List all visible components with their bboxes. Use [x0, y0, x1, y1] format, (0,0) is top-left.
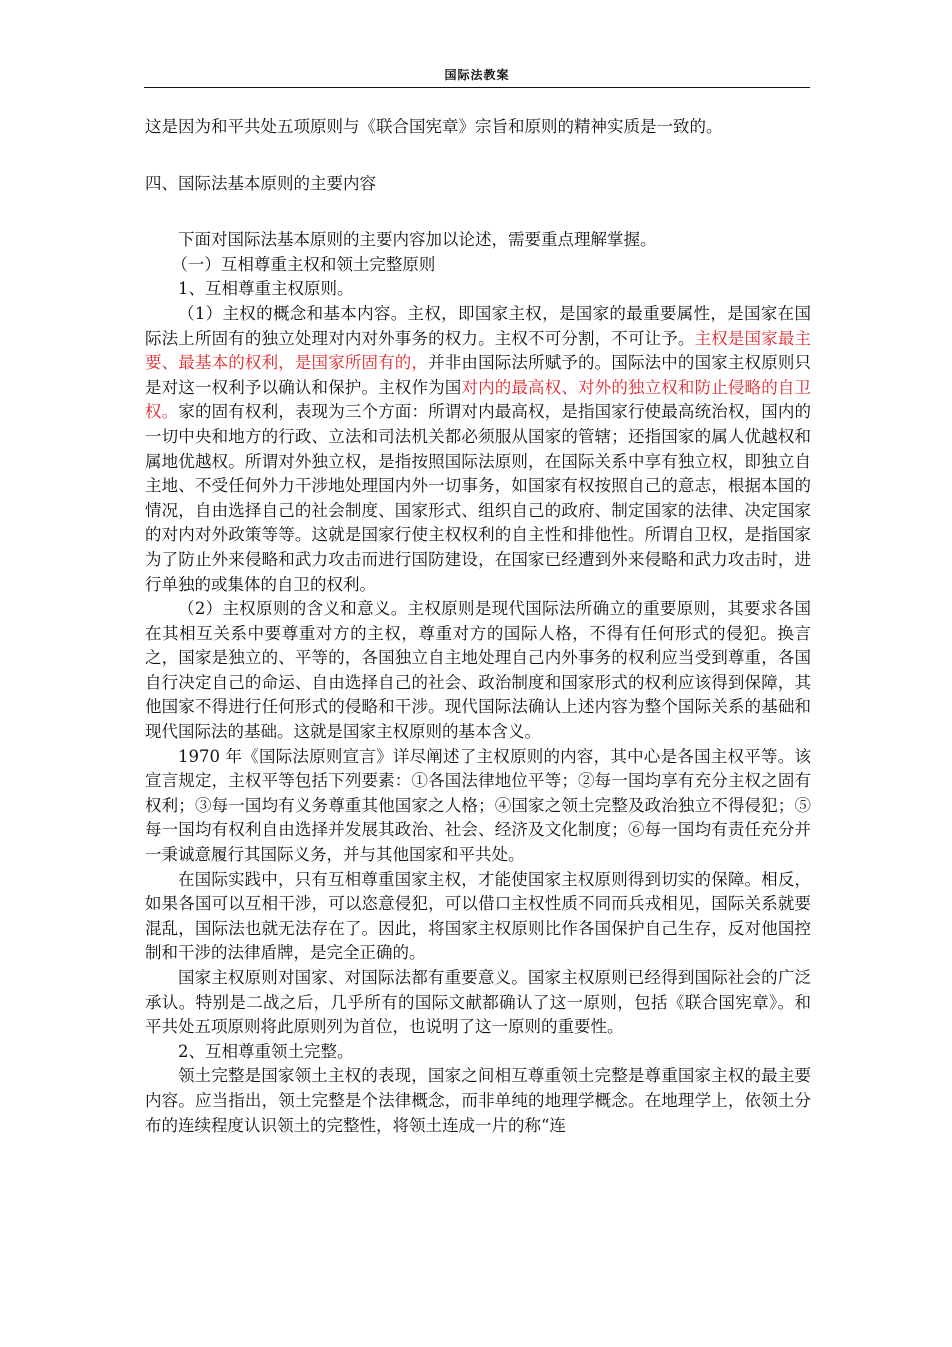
- paragraph-sovereignty-concept: [145, 302, 811, 597]
- highlighted-text: 主权是国家最主要、最基本的权利，是国家所固有的，: [145, 328, 812, 373]
- paragraph: 1970 年《国际法原则宣言》详尽阐述了主权原则的内容，其中心是各国主权平等。该宣言规定，主权平等包括下列要素：①各国法律地位平等；②每一国均享有充分主权之固有权利；③每一国均有义务尊重其他国家之人格；④国家之领土完整及政治独立不得侵犯；⑤每一国均有权利自由选择并发展其政治、社会、经济及文化制度；⑥每一国均有责任充分并一秉诚意履行其国际义务，并与其他国家和平共处。: [145, 746, 811, 865]
- document-body: [145, 115, 811, 1138]
- paragraph: 这是因为和平共处五项原则与《联合国宪章》宗旨和原则的精神实质是一致的。: [145, 117, 723, 136]
- section-heading: 四、国际法基本原则的主要内容: [145, 173, 376, 193]
- paragraph: 领土完整是国家领土主权的表现，国家之间相互尊重领土完整是尊重国家主权的最主要内容。应当指出，领土完整是个法律概念，而非单纯的地理学概念。在地理学上，依领土分布的连续程度认识领土的完整性，将领土连成一片的称“连: [145, 1066, 811, 1135]
- highlighted-text: 对内的最高权、对外的独立权和防止侵略的自卫权。: [145, 377, 812, 422]
- text-run: （1）主权的概念和基本内容。主权，即国家主权，是国家的最重要属性，是国家在国际法上所固有的独立处理对内对外事务的权力。主权不可分割，不可让予。: [145, 303, 811, 348]
- paragraph: 在国际实践中，只有互相尊重国家主权，才能使国家主权原则得到切实的保障。相反，如果各国可以互相干涉，可以恣意侵犯，可以借口主权性质不同而兵戎相见，国际关系就要混乱，国际法也就无法存在了。因此，将国家主权原则比作各国保护自己生存，反对他国控制和干涉的法律盾牌，是完全正确的。: [145, 869, 811, 963]
- text-run: 并非由国际法所赋予的。国际法中的国家主权原则只是对这一权利予以确认和保护。主权作为国: [145, 353, 812, 397]
- paragraph: （2）主权原则的含义和意义。主权原则是现代国际法所确立的重要原则，其要求各国在其相互关系中要尊重对方的主权，尊重对方的国际人格，不得有任何形式的侵犯。换言之，国家是独立的、平等的，各国独立自主地处理自己内外事务的权利应当受到尊重，各国自行决定自己的命运、自由选择自己的社会、政治制度和国家形式的权利应该得到保障，其他国家不得进行任何形式的侵略和干涉。现代国际法确认上述内容为整个国际关系的基础和现代国际法的基础。这就是国家主权原则的基本含义。: [145, 599, 811, 742]
- paragraph: 国家主权原则对国家、对国际法都有重要意义。国家主权原则已经得到国际社会的广泛承认。特别是二战之后，几乎所有的国际文献都确认了这一原则，包括《联合国宪章》。和平共处五项原则将此原则列为首位，也说明了这一原则的重要性。: [145, 968, 811, 1037]
- subsection-heading: （一）互相尊重主权和领土完整原则: [171, 254, 436, 274]
- page-header-title: 国际法教案: [444, 68, 510, 82]
- paragraph: 下面对国际法基本原则的主要内容加以论述，需要重点理解掌握。: [178, 230, 657, 250]
- text-run: 家的固有权利，表现为三个方面：所谓对内最高权，是指国家行使最高统治权，国内的一切中央和地方的行政、立法和司法机关都必须服从国家的管辖；还指国家的属人优越权和属地优越权。所谓对外独立权，是指按照国际法原则，在国际关系中享有独立权，即独立自主地、不受任何外力干涉地处理国内外一切事务，如国家有权按照自己的意志，根据本国的情况，自由选择自己的社会制度、国家形式、组织自己的政府、制定国家的法律、决定国家的对内对外政策等等。这就是国家行使主权权利的自主性和排他性。所谓自卫权，是指国家为了防止外来侵略和武力攻击而进行国防建设，在国家已经遭到外来侵略和武力攻击时，进行单独的或集体的自卫的权利。: [145, 402, 812, 594]
- header-rule: [144, 87, 810, 88]
- item-heading: 1、互相尊重主权原则。: [178, 279, 354, 299]
- item-heading: 2、互相尊重领土完整。: [178, 1041, 354, 1061]
